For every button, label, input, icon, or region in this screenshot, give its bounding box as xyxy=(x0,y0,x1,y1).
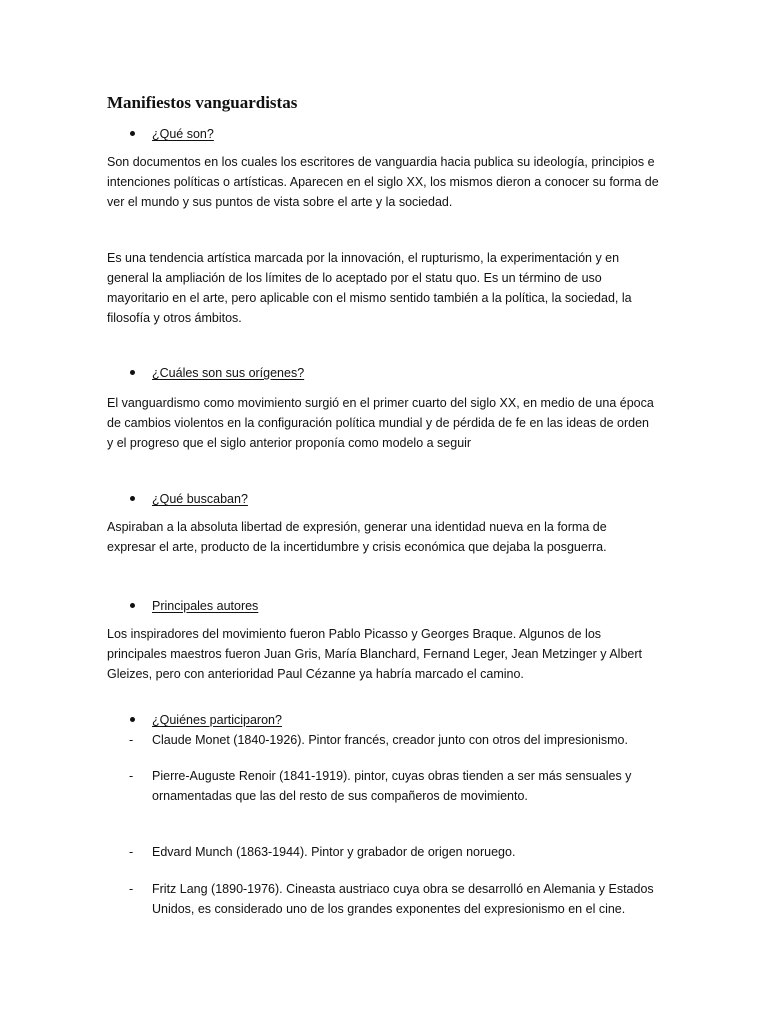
dash-marker: - xyxy=(129,769,134,783)
dash-marker: - xyxy=(129,882,134,896)
bullet-icon xyxy=(130,603,135,608)
document-title: Manifiestos vanguardistas xyxy=(107,93,298,112)
paragraph-definicion: Son documentos en los cuales los escritores de vanguardia hacia publica su ideología, principios e intenciones políticas o artísticas. Aparecen en el siglo XX, los mismos dieron a conocer su forma de ver el mundo y sus puntos de vista sobre el arte y la sociedad. xyxy=(107,155,659,209)
document-page: Manifiestos vanguardistas ¿Qué son? Son documentos en los cuales los escritores de vanguardia hacia publica su ideología, principios e intenciones políticas o artísticas. Aparecen en el siglo XX, los mismos dieron a conocer su forma de ver el mundo y sus puntos de vista sobre el arte y la sociedad. Es una tendencia artística marcada por la innovación, el rupturismo, la experimentación y en general la ampliación de los límites de lo aceptado por el statu quo. Es un término de uso mayoritario en el arte, pero aplicable con el mismo sentido también a la política, la sociedad, la filosofía y otros ámbitos. ¿Cuáles son sus orígenes? El vanguardismo como movimiento surgió en el primer cuarto del siglo XX, en medio de una época de cambios violentos en la configuración política mundial y de pérdida de fe en las ideas de orden y el progreso que el siglo anterior proponía como modelo a seguir ¿Qué buscaban? Aspiraban a la absoluta libertad de expresión, generar una identidad nueva en la forma de expresar el arte, producto de la incertidumbre y crisis económica que dejaba la posguerra. Principales autores Los inspiradores del movimiento fueron Pablo Picasso y Georges Braque. Algunos de los principales maestros fueron Juan Gris, María Blanchard, Fernand Leger, Jean Metzinger y Albert Gleizes, pero con anterioridad Paul Cézanne ya habría marcado el camino. ¿Quiénes participaron? - Claude Monet (1840-1926). Pintor francés, creador junto con otros del impresionismo. - Pierre-Auguste Renoir (1841-1919). pintor, cuyas obras tienden a ser más sensuales y ornamentadas que las del resto de sus compañeros de movimiento. - Edvard Munch (1863-1944). Pintor y grabador de origen noruego. - Fritz Lang (1890-1976). Cineasta austriaco cuya obra se desarrolló en Alemania y Estados Unidos, es considerado uno de los grandes exponentes del expresionismo en el cine. xyxy=(0,0,768,1024)
bullet-icon xyxy=(130,717,135,722)
bullet-icon xyxy=(130,496,135,501)
paragraph-origenes: El vanguardismo como movimiento surgió en el primer cuarto del siglo XX, en medio de una época de cambios violentos en la configuración política mundial y de pérdida de fe en las ideas de orden y el progreso que el siglo anterior proponía como modelo a seguir xyxy=(107,396,654,450)
paragraph-principales-autores: Los inspiradores del movimiento fueron Pablo Picasso y Georges Braque. Algunos de los principales maestros fueron Juan Gris, María Blanchard, Fernand Leger, Jean Metzinger y Albert Gleizes, pero con anterioridad Paul Cézanne ya habría marcado el camino. xyxy=(107,627,642,681)
paragraph-que-buscaban: Aspiraban a la absoluta libertad de expresión, generar una identidad nueva en la forma de expresar el arte, producto de la incertidumbre y crisis económica que dejaba la posguerra. xyxy=(107,520,607,554)
dash-marker: - xyxy=(129,845,134,859)
bullet-icon xyxy=(130,370,135,375)
dash-marker: - xyxy=(129,733,134,747)
bullet-icon xyxy=(130,131,135,136)
paragraph-tendencia: Es una tendencia artística marcada por la innovación, el rupturismo, la experimentación y en general la ampliación de los límites de lo aceptado por el statu quo. Es un término de uso mayoritario en el arte, pero aplicable con el mismo sentido también a la política, la sociedad, la filosofía y otros ámbitos. xyxy=(107,251,632,325)
